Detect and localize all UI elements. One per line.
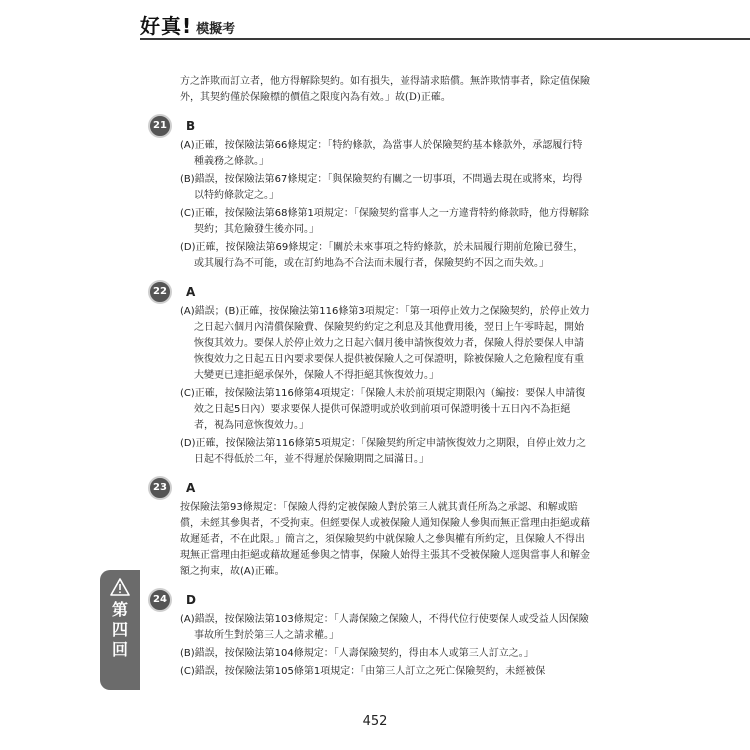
brand-subtitle: 模擬考	[196, 22, 236, 37]
intro-paragraph: 方之詐欺而訂立者，他方得解除契約。如有損失，並得請求賠償。無詐欺情事者，除定值保險外，其契約僅於保險標的價值之限度內為有效。」故(D)正確。	[180, 76, 590, 103]
question-24-row	[153, 588, 590, 610]
explanation-item: (B)錯誤，按保險法第104條規定：「人壽保險契約，得由本人或第三人訂立之。」	[180, 648, 534, 659]
explanation-item: (C)錯誤，按保險法第105條第1項規定：「由第三人訂立之死亡保險契約，未經被保	[180, 666, 546, 677]
answer-letter: A	[186, 481, 196, 495]
question-number-badge: 23	[148, 476, 172, 500]
question-number-badge: 22	[148, 280, 172, 304]
explanation-item: (D)正確，按保險法第116條第5項規定：「保險契約所定申請恢復效力之期限，自停止效力之日起不得低於二年，並不得遲於保險期間之屆滿日。」	[180, 438, 586, 465]
explanation-item: (A)錯誤；(B)正確，按保險法第116條第3項規定：「第一項停止效力之保險契約，於停止效力之日起六個月內清償保險費、保險契約約定之利息及其他費用後，翌日上午零時起，開始恢復其效力。要保人於停止效力之日起六個月後申請恢復效力者，保險人得於要保人申請恢復效力之日起五日內要求要保人提供被保險人之可保證明，除被保險人之危險程度有重大變更已達拒絕承保外，保險人不得拒絕其恢復效力。」	[180, 306, 590, 381]
explanation-item: 按保險法第93條規定：「保險人得約定被保險人對於第三人就其責任所為之承認、和解或賠償，未經其參與者，不受拘束。但經要保人或被保險人通知保險人參與而無正當理由拒絕或藉故遲延者，不在此限。」簡言之，須保險契約中就保險人之參與權有所約定，且保險人不得出現無正當理由拒絕或藉故遲延參與之情事，保險人始得主張其不受被保險人逕與當事人和解金額之拘束，故(A)正確。	[180, 502, 590, 577]
question-number-badge: 21	[148, 114, 172, 138]
answer-letter: D	[186, 593, 196, 607]
explanation-item: (B)錯誤，按保險法第67條規定：「與保險契約有關之一切事項，不問過去現在或將來，均得以特約條款定之。」	[180, 174, 583, 201]
answer-letter: A	[186, 285, 196, 299]
question-23-row	[153, 476, 590, 498]
explanation-item: (A)正確，按保險法第66條規定：「特約條款，為當事人於保險契約基本條款外，承認履行特種義務之條款。」	[180, 140, 583, 167]
header-rule	[140, 38, 750, 40]
question-22-row	[153, 280, 590, 302]
chapter-side-tab	[100, 570, 140, 690]
answer-content	[153, 74, 590, 680]
explanation-item: (A)錯誤，按保險法第103條規定：「人壽保險之保險人，不得代位行使要保人或受益人因保險事故所生對於第三人之請求權。」	[180, 614, 589, 641]
answer-letter: B	[186, 119, 196, 133]
explanation-item: (C)正確，按保險法第116條第4項規定：「保險人未於前項規定期限內（編按：要保人申請復效之日起5日內）要求要保人提供可保證明或於收到前項可保證明後十五日內不為拒絕者，視為同意恢復效力。」	[180, 388, 586, 431]
chapter-label-text: 第四回	[111, 600, 128, 659]
question-21-row	[153, 114, 590, 136]
explanation-item: (C)正確，按保險法第68條第1項規定：「保險契約當事人之一方違背特約條款時，他方得解除契約；其危險發生後亦同。」	[180, 208, 589, 235]
header	[140, 10, 236, 38]
warning-icon	[110, 578, 130, 596]
page-number: 452	[362, 714, 388, 729]
explanation-item: (D)正確，按保險法第69條規定：「關於未來事項之特約條款，於未屆履行期前危險已發生，或其履行為不可能，或在訂約地為不合法而未履行者，保險契約不因之而失效。」	[180, 242, 584, 269]
brand-title: 好真!	[140, 14, 193, 38]
question-number-badge: 24	[148, 588, 172, 612]
chapter-label	[111, 600, 129, 660]
